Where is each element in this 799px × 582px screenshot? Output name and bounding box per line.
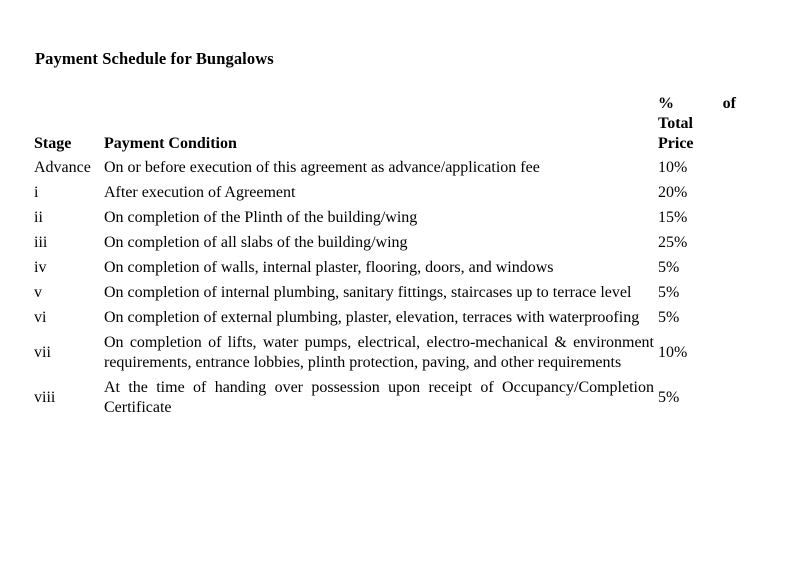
percent-cell: 5%	[658, 259, 680, 276]
header-percent-total: Total	[658, 115, 693, 132]
header-stage: Stage	[34, 135, 72, 152]
condition-cell: On completion of lifts, water pumps, electrical, electro-mechanical & environment requirements, entrance lobbies, plinth protection, paving, and other requirements	[104, 334, 654, 371]
table-row	[32, 306, 740, 331]
table-row	[32, 181, 740, 206]
stage-cell: vii	[34, 344, 51, 361]
table-row	[32, 256, 740, 281]
payment-schedule-table	[32, 94, 740, 421]
header-percent-symbol: %	[658, 95, 674, 112]
header-percent-total-price	[656, 94, 740, 156]
stage-cell: Advance	[34, 159, 91, 176]
condition-cell: On completion of the Plinth of the building/wing	[104, 209, 418, 226]
condition-cell: On completion of external plumbing, plaster, elevation, terraces with waterproofing	[104, 309, 640, 326]
condition-cell: After execution of Agreement	[104, 184, 296, 201]
table-row	[32, 331, 740, 376]
table-row	[32, 376, 740, 421]
table-row	[32, 206, 740, 231]
stage-cell: iii	[34, 234, 48, 251]
stage-cell: v	[34, 284, 42, 301]
header-percent-of: of	[722, 95, 736, 112]
table-row	[32, 231, 740, 256]
percent-cell: 5%	[658, 389, 680, 406]
header-percent-price: Price	[658, 135, 694, 152]
condition-cell: On completion of internal plumbing, sanitary fittings, staircases up to terrace level	[104, 284, 632, 301]
stage-cell: ii	[34, 209, 43, 226]
percent-cell: 10%	[658, 344, 688, 361]
header-payment-condition: Payment Condition	[104, 135, 237, 152]
percent-cell: 5%	[658, 309, 680, 326]
table-row	[32, 281, 740, 306]
table-header-row	[32, 94, 740, 156]
stage-cell: iv	[34, 259, 47, 276]
condition-cell: On completion of all slabs of the building/wing	[104, 234, 408, 251]
percent-cell: 10%	[658, 159, 688, 176]
document-title: Payment Schedule for Bungalows	[35, 49, 274, 68]
percent-cell: 15%	[658, 209, 688, 226]
condition-cell: On or before execution of this agreement as advance/application fee	[104, 159, 540, 176]
condition-cell: On completion of walls, internal plaster, flooring, doors, and windows	[104, 259, 554, 276]
table-row	[32, 156, 740, 181]
condition-cell: At the time of handing over possession upon receipt of Occupancy/Completion Certificate	[104, 379, 654, 416]
stage-cell: viii	[34, 389, 56, 406]
stage-cell: i	[34, 184, 39, 201]
percent-cell: 20%	[658, 184, 688, 201]
percent-cell: 5%	[658, 284, 680, 301]
percent-cell: 25%	[658, 234, 688, 251]
stage-cell: vi	[34, 309, 47, 326]
